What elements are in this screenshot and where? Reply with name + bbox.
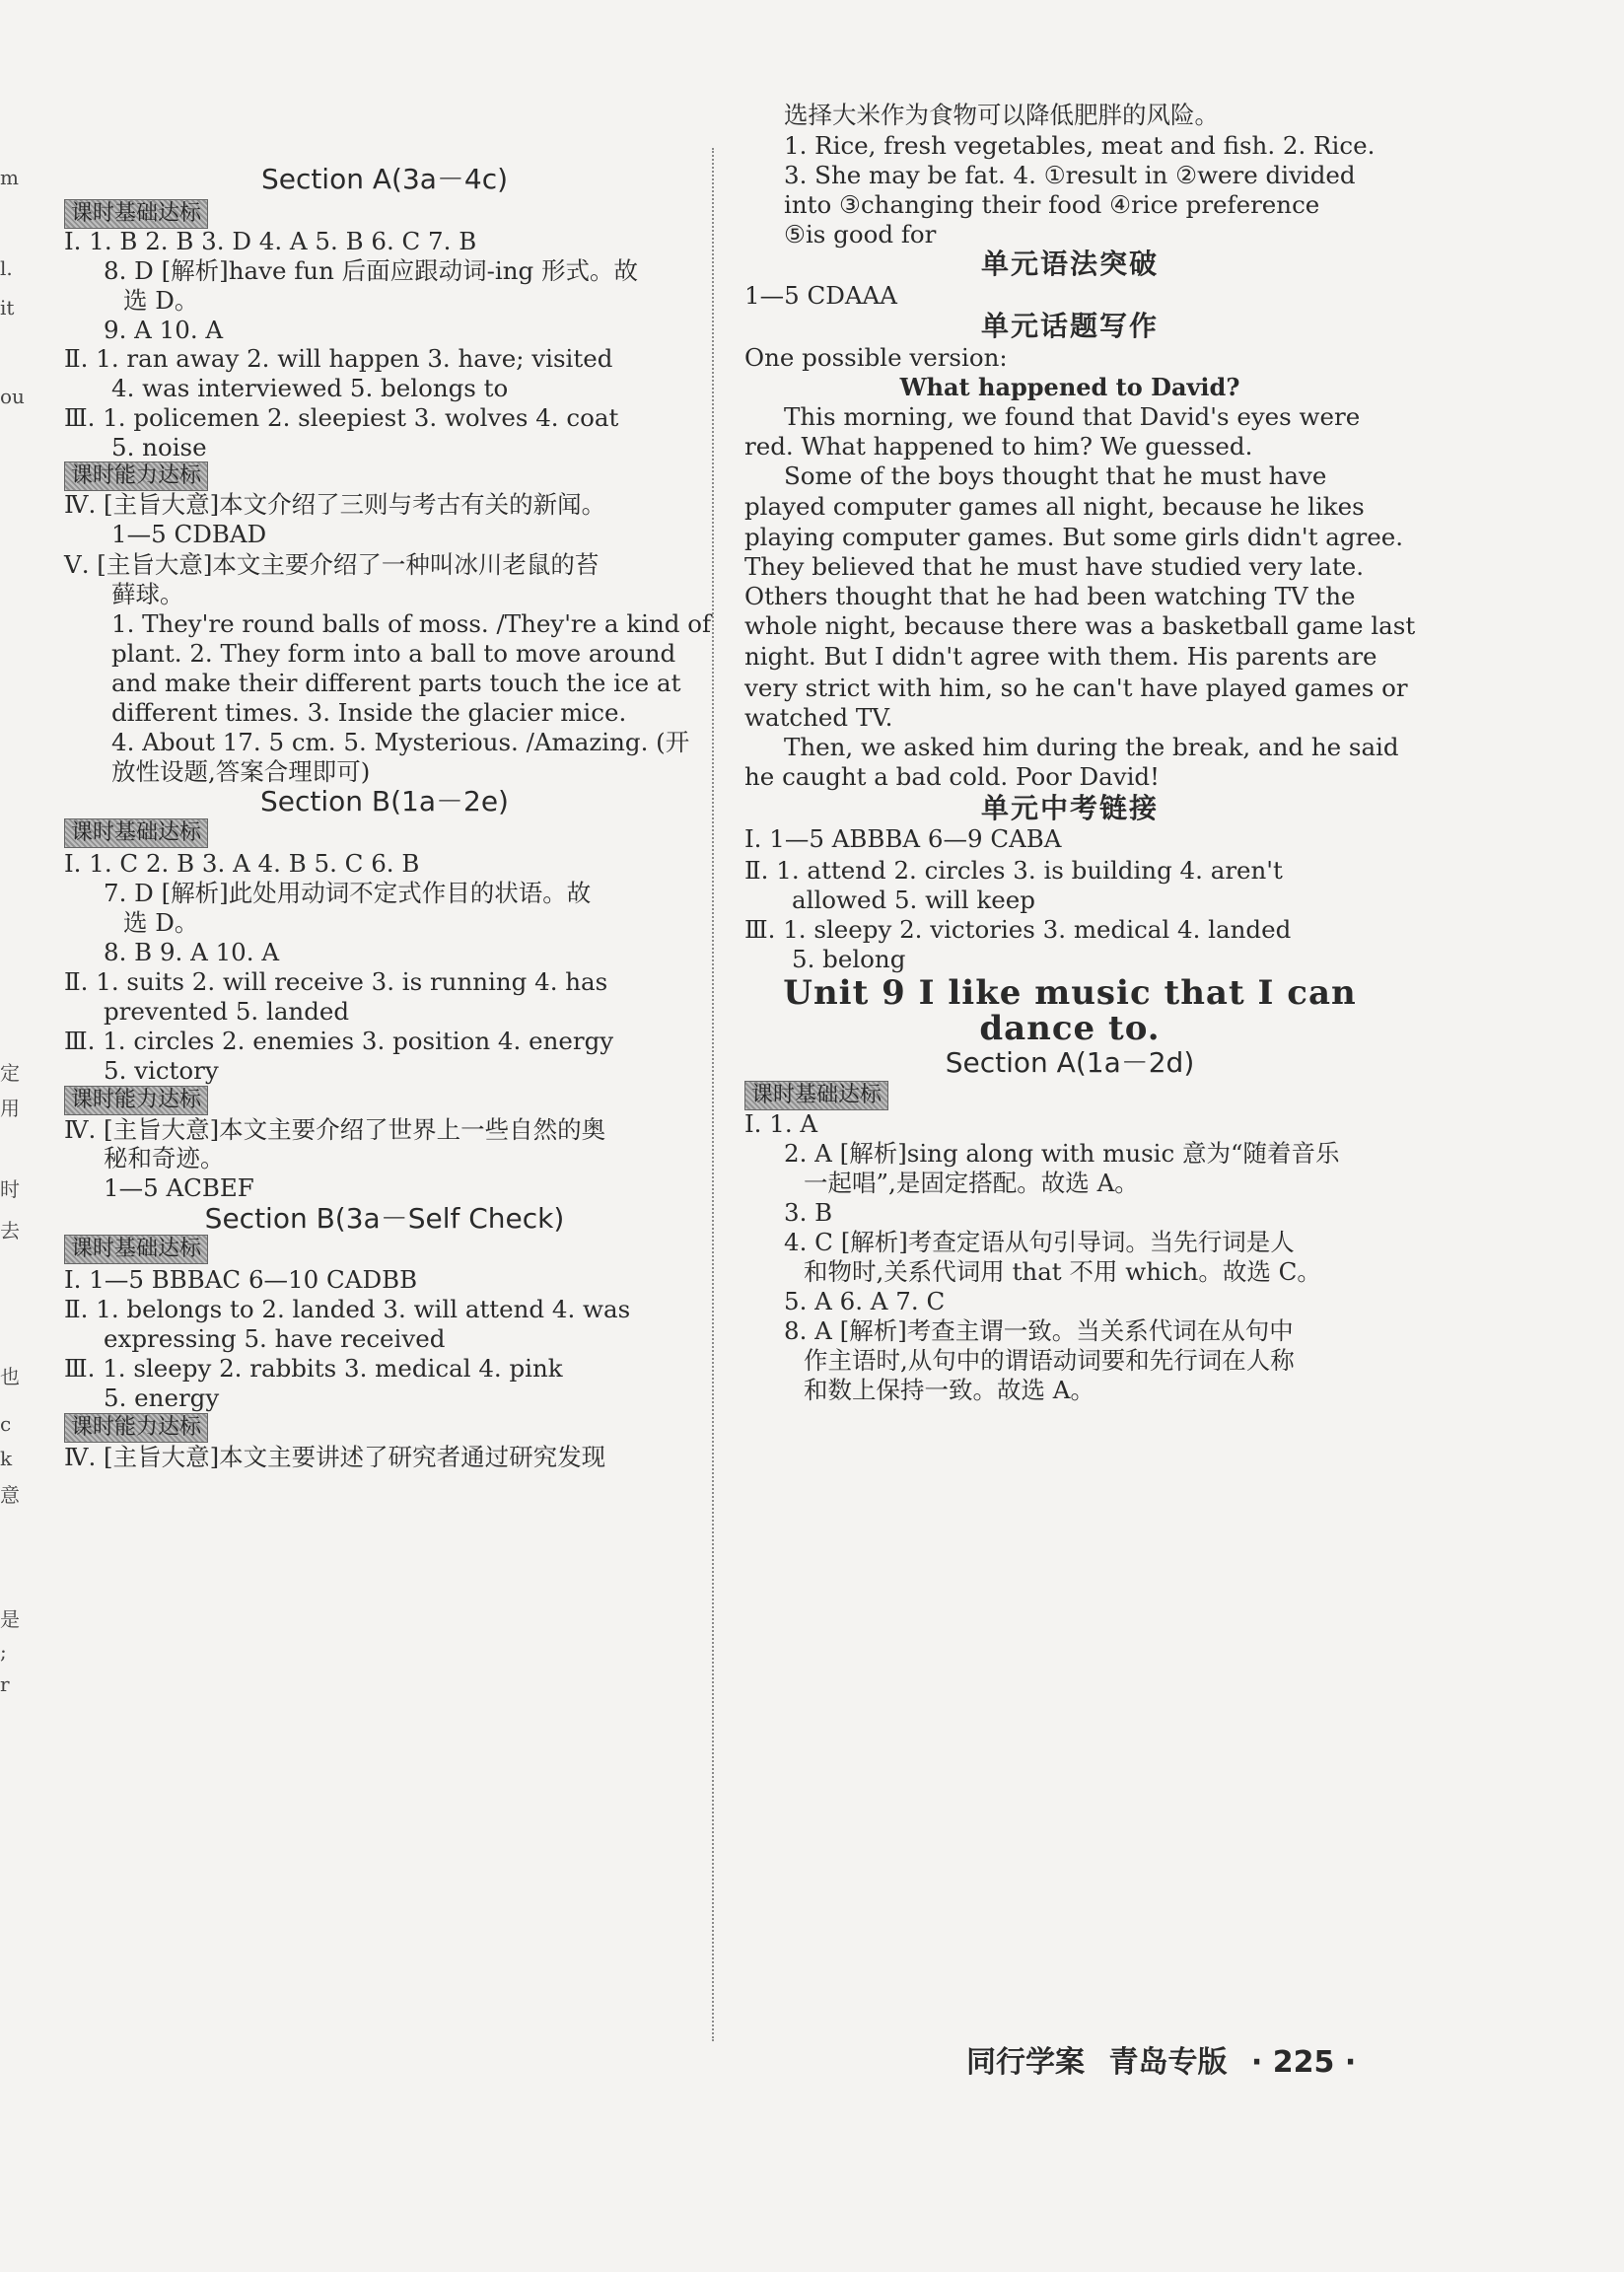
text-line: 1. They're round balls of moss. /They're a kind of [111, 609, 712, 638]
edge-fragment: 意 [0, 1483, 20, 1507]
text-line: 1—5 CDAAA [744, 281, 897, 310]
text-line: playing computer games. But some girls didn't agree. [744, 523, 1404, 551]
text-line: 2. A [解析]sing along with music 意为“随着音乐 [784, 1139, 1340, 1168]
text-line: different times. 3. Inside the glacier mice. [111, 698, 627, 727]
text-line: Ⅴ. [主旨大意]本文主要介绍了一种叫冰川老鼠的苔 [64, 550, 600, 579]
text-line: Ⅱ. 1. suits 2. will receive 3. is running 4. has [64, 967, 608, 996]
edge-fragment: 定 [0, 1061, 20, 1085]
section-heading: Section A(3a－4c) [260, 163, 509, 195]
edge-fragment: k [0, 1447, 13, 1470]
section-heading: Section A(1a－2d) [945, 1046, 1195, 1079]
edge-fragment: ou [0, 385, 25, 408]
text-line: 4. About 17. 5 cm. 5. Mysterious. /Amazing. (开 [111, 728, 690, 756]
text-line: Ⅰ. 1. C 2. B 3. A 4. B 5. C 6. B [64, 849, 420, 878]
text-line: prevented 5. landed [104, 997, 350, 1026]
text-line: 秘和奇迹。 [104, 1144, 225, 1172]
text-line: Ⅰ. 1. A [744, 1109, 818, 1138]
text-line: Ⅱ. 1. ran away 2. will happen 3. have; visited [64, 344, 613, 373]
section-badge: 课时基础达标 [64, 1235, 208, 1264]
text-line: 选择大米作为食物可以降低肥胖的风险。 [784, 101, 1219, 129]
page-number: · 225 · [1250, 2045, 1357, 2080]
text-line: This morning, we found that David's eyes were [784, 402, 1361, 431]
text-line: Ⅳ. [主旨大意]本文主要介绍了世界上一些自然的奥 [64, 1115, 606, 1144]
text-line: 一起唱”,是固定搭配。故选 A。 [804, 1169, 1139, 1197]
section-badge: 课时基础达标 [744, 1081, 888, 1110]
text-line: Ⅲ. 1. circles 2. enemies 3. position 4. energy [64, 1027, 614, 1055]
unit-title: Unit 9 I like music that I can [783, 973, 1357, 1013]
text-line: 7. D [解析]此处用动词不定式作目的状语。故 [104, 879, 592, 907]
section-badge: 课时能力达标 [64, 1413, 208, 1443]
text-line: 1. Rice, fresh vegetables, meat and fish. 2. Rice. [784, 131, 1376, 160]
text-line: Others thought that he had been watching TV the [744, 582, 1356, 610]
section-badge: 课时能力达标 [64, 1086, 208, 1115]
text-line: Ⅲ. 1. sleepy 2. rabbits 3. medical 4. pink [64, 1354, 563, 1383]
text-line: 1—5 ACBEF [104, 1173, 254, 1202]
section-badge: 课时能力达标 [64, 462, 208, 491]
text-line: 8. B 9. A 10. A [104, 938, 280, 966]
unit-subheading: 单元语法突破 [980, 248, 1159, 280]
text-line: Then, we asked him during the break, and he said [784, 733, 1399, 761]
edge-fragment: 用 [0, 1097, 20, 1120]
edge-fragment: r [0, 1672, 10, 1696]
text-line: Ⅱ. 1. attend 2. circles 3. is building 4. aren't [744, 856, 1283, 885]
text-line: very strict with him, so he can't have played games or [744, 674, 1408, 702]
text-line: One possible version: [744, 343, 1008, 372]
text-line: 5. noise [111, 433, 207, 462]
text-line: Ⅳ. [主旨大意]本文主要讲述了研究者通过研究发现 [64, 1443, 606, 1471]
footer-edition: 青岛专版 [1108, 2045, 1228, 2080]
text-line: Ⅰ. 1—5 ABBBA 6—9 CABA [744, 824, 1062, 853]
text-line: expressing 5. have received [104, 1324, 446, 1353]
text-line: 5. A 6. A 7. C [784, 1287, 946, 1315]
text-line: 1—5 CDBAD [111, 520, 267, 548]
text-line: watched TV. [744, 703, 893, 732]
edge-fragment: ; [0, 1640, 7, 1664]
edge-fragment: l. [0, 256, 13, 280]
text-line: ⑤is good for [784, 220, 937, 248]
section-badge: 课时基础达标 [64, 818, 208, 848]
text-line: Ⅱ. 1. belongs to 2. landed 3. will attend 4. was [64, 1295, 631, 1323]
text-line: red. What happened to him? We guessed. [744, 432, 1253, 461]
edge-fragment: c [0, 1412, 12, 1436]
text-line: Ⅰ. 1—5 BBBAC 6—10 CADBB [64, 1265, 418, 1294]
text-line: Ⅲ. 1. policemen 2. sleepiest 3. wolves 4. coat [64, 403, 619, 432]
page-footer [966, 2037, 1370, 2081]
text-line: 3. B [784, 1198, 833, 1227]
text-line: he caught a bad cold. Poor David! [744, 762, 1160, 791]
text-line: 8. A [解析]考查主谓一致。当关系代词在从句中 [784, 1316, 1294, 1345]
text-line: Ⅲ. 1. sleepy 2. victories 3. medical 4. landed [744, 915, 1292, 944]
edge-fragment: it [0, 296, 15, 320]
text-line: whole night, because there was a basketball game last [744, 611, 1416, 640]
edge-fragment: 去 [0, 1219, 20, 1242]
text-line: Ⅰ. 1. B 2. B 3. D 4. A 5. B 6. C 7. B [64, 227, 477, 255]
edge-fragment: 也 [0, 1365, 20, 1388]
unit-title: dance to. [979, 1009, 1161, 1048]
text-line: 选 D。 [123, 908, 199, 937]
edge-fragment: 时 [0, 1177, 20, 1201]
text-line: and make their different parts touch the ice at [111, 669, 681, 697]
edge-fragment: m [0, 166, 19, 189]
text-line: Some of the boys thought that he must have [784, 462, 1327, 490]
text-line: 作主语时,从句中的谓语动词要和先行词在人称 [804, 1346, 1295, 1375]
essay-title: What happened to David? [899, 373, 1240, 401]
section-badge: 课时基础达标 [64, 199, 208, 229]
text-line: 选 D。 [123, 286, 199, 315]
text-line: 和数上保持一致。故选 A。 [804, 1376, 1094, 1404]
column-divider [712, 148, 714, 2041]
text-line: into ③changing their food ④rice preference [784, 190, 1320, 219]
text-line: 5. victory [104, 1056, 219, 1085]
text-line: plant. 2. They form into a ball to move around [111, 639, 676, 668]
text-line: 藓球。 [111, 580, 184, 608]
text-line: 4. C [解析]考查定语从句引导词。当先行词是人 [784, 1228, 1295, 1256]
text-line: 9. A 10. A [104, 316, 224, 344]
text-line: They believed that he must have studied very late. [744, 552, 1365, 581]
text-line: allowed 5. will keep [792, 886, 1035, 914]
section-heading: Section B(3a－Self Check) [204, 1202, 565, 1235]
unit-subheading: 单元话题写作 [980, 310, 1159, 342]
text-line: 5. energy [104, 1384, 220, 1412]
footer-brand: 同行学案 [966, 2045, 1085, 2080]
edge-fragment: 是 [0, 1607, 20, 1631]
text-line: Ⅳ. [主旨大意]本文介绍了三则与考古有关的新闻。 [64, 490, 606, 519]
text-line: 4. was interviewed 5. belongs to [111, 374, 509, 402]
text-line: 放性设题,答案合理即可) [111, 757, 371, 786]
section-heading: Section B(1a－2e) [259, 785, 509, 817]
text-line: played computer games all night, because he likes [744, 492, 1365, 521]
text-line: 5. belong [792, 945, 906, 973]
text-line: 和物时,关系代词用 that 不用 which。故选 C。 [804, 1257, 1321, 1286]
unit-subheading: 单元中考链接 [980, 792, 1159, 824]
text-line: 3. She may be fat. 4. ①result in ②were divided [784, 161, 1356, 189]
text-line: 8. D [解析]have fun 后面应跟动词-ing 形式。故 [104, 256, 639, 285]
text-line: night. But I didn't agree with them. His parents are [744, 642, 1377, 671]
